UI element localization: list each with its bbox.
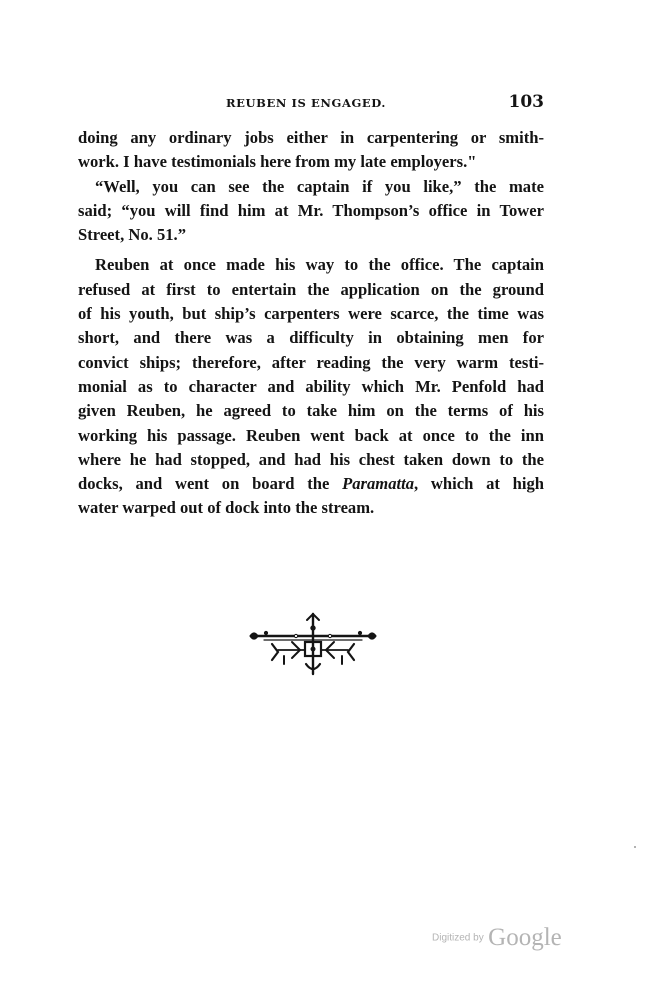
text-line-content: water warped out of dock into the stream. <box>78 498 375 518</box>
text-line-content: , which at high <box>414 474 545 494</box>
text-line-content: working his passage. Reuben went back at once to the inn <box>78 425 544 445</box>
printers-ornament-icon <box>248 612 378 676</box>
running-head <box>78 92 546 114</box>
text-line-content: convict ships; therefore, after reading the very warm testi- <box>78 352 544 372</box>
text-line-content: where he had stopped, and had his chest taken down to the <box>78 449 544 469</box>
text-line <box>78 126 544 150</box>
text-line <box>78 223 544 247</box>
digitized-label: Digitized by <box>432 932 484 944</box>
text-line <box>78 375 544 399</box>
text-line-content: said; “you will find him at Mr. Thompson’s office in Tower <box>78 200 544 220</box>
text-line-content: refused at first to entertain the application on the ground <box>78 279 544 299</box>
text-line-content: work. I have testimonials here from my late employers." <box>78 152 477 172</box>
text-line-content: Reuben at once made his way to the office. The captain <box>95 255 544 275</box>
text-line <box>78 424 544 448</box>
text-line <box>78 175 544 199</box>
ship-name: Paramatta <box>342 474 415 494</box>
text-line-content: short, and there was a difficulty in obtaining men for <box>78 328 544 348</box>
text-line <box>78 448 544 472</box>
running-title: REUBEN IS ENGAGED. <box>226 96 387 110</box>
text-line-content: of his youth, but ship’s carpenters were scarce, the time was <box>78 304 544 324</box>
text-line-content: doing any ordinary jobs either in carpentering or smith- <box>78 128 544 147</box>
text-line <box>78 302 544 326</box>
text-line-content: docks, and went on board the <box>78 474 330 494</box>
body-text <box>78 126 544 521</box>
text-line <box>78 326 544 350</box>
google-watermark <box>432 924 562 952</box>
text-line-content: Street, No. 51.” <box>78 225 186 245</box>
text-line <box>78 496 544 520</box>
google-logo: Google <box>488 924 562 951</box>
text-line <box>78 399 544 423</box>
text-line <box>78 150 544 174</box>
page-number: 103 <box>508 92 544 112</box>
paper-speck <box>634 846 636 848</box>
text-line <box>78 472 544 496</box>
text-line-content: monial as to character and ability which Mr. Penfold had <box>78 376 544 396</box>
text-line <box>78 199 544 223</box>
text-line-content: given Reuben, he agreed to take him on the terms of his <box>78 401 544 421</box>
text-line <box>78 351 544 375</box>
text-line-content: “Well, you can see the captain if you like,” the mate <box>95 176 544 196</box>
text-line <box>78 278 544 302</box>
text-line <box>78 253 544 277</box>
